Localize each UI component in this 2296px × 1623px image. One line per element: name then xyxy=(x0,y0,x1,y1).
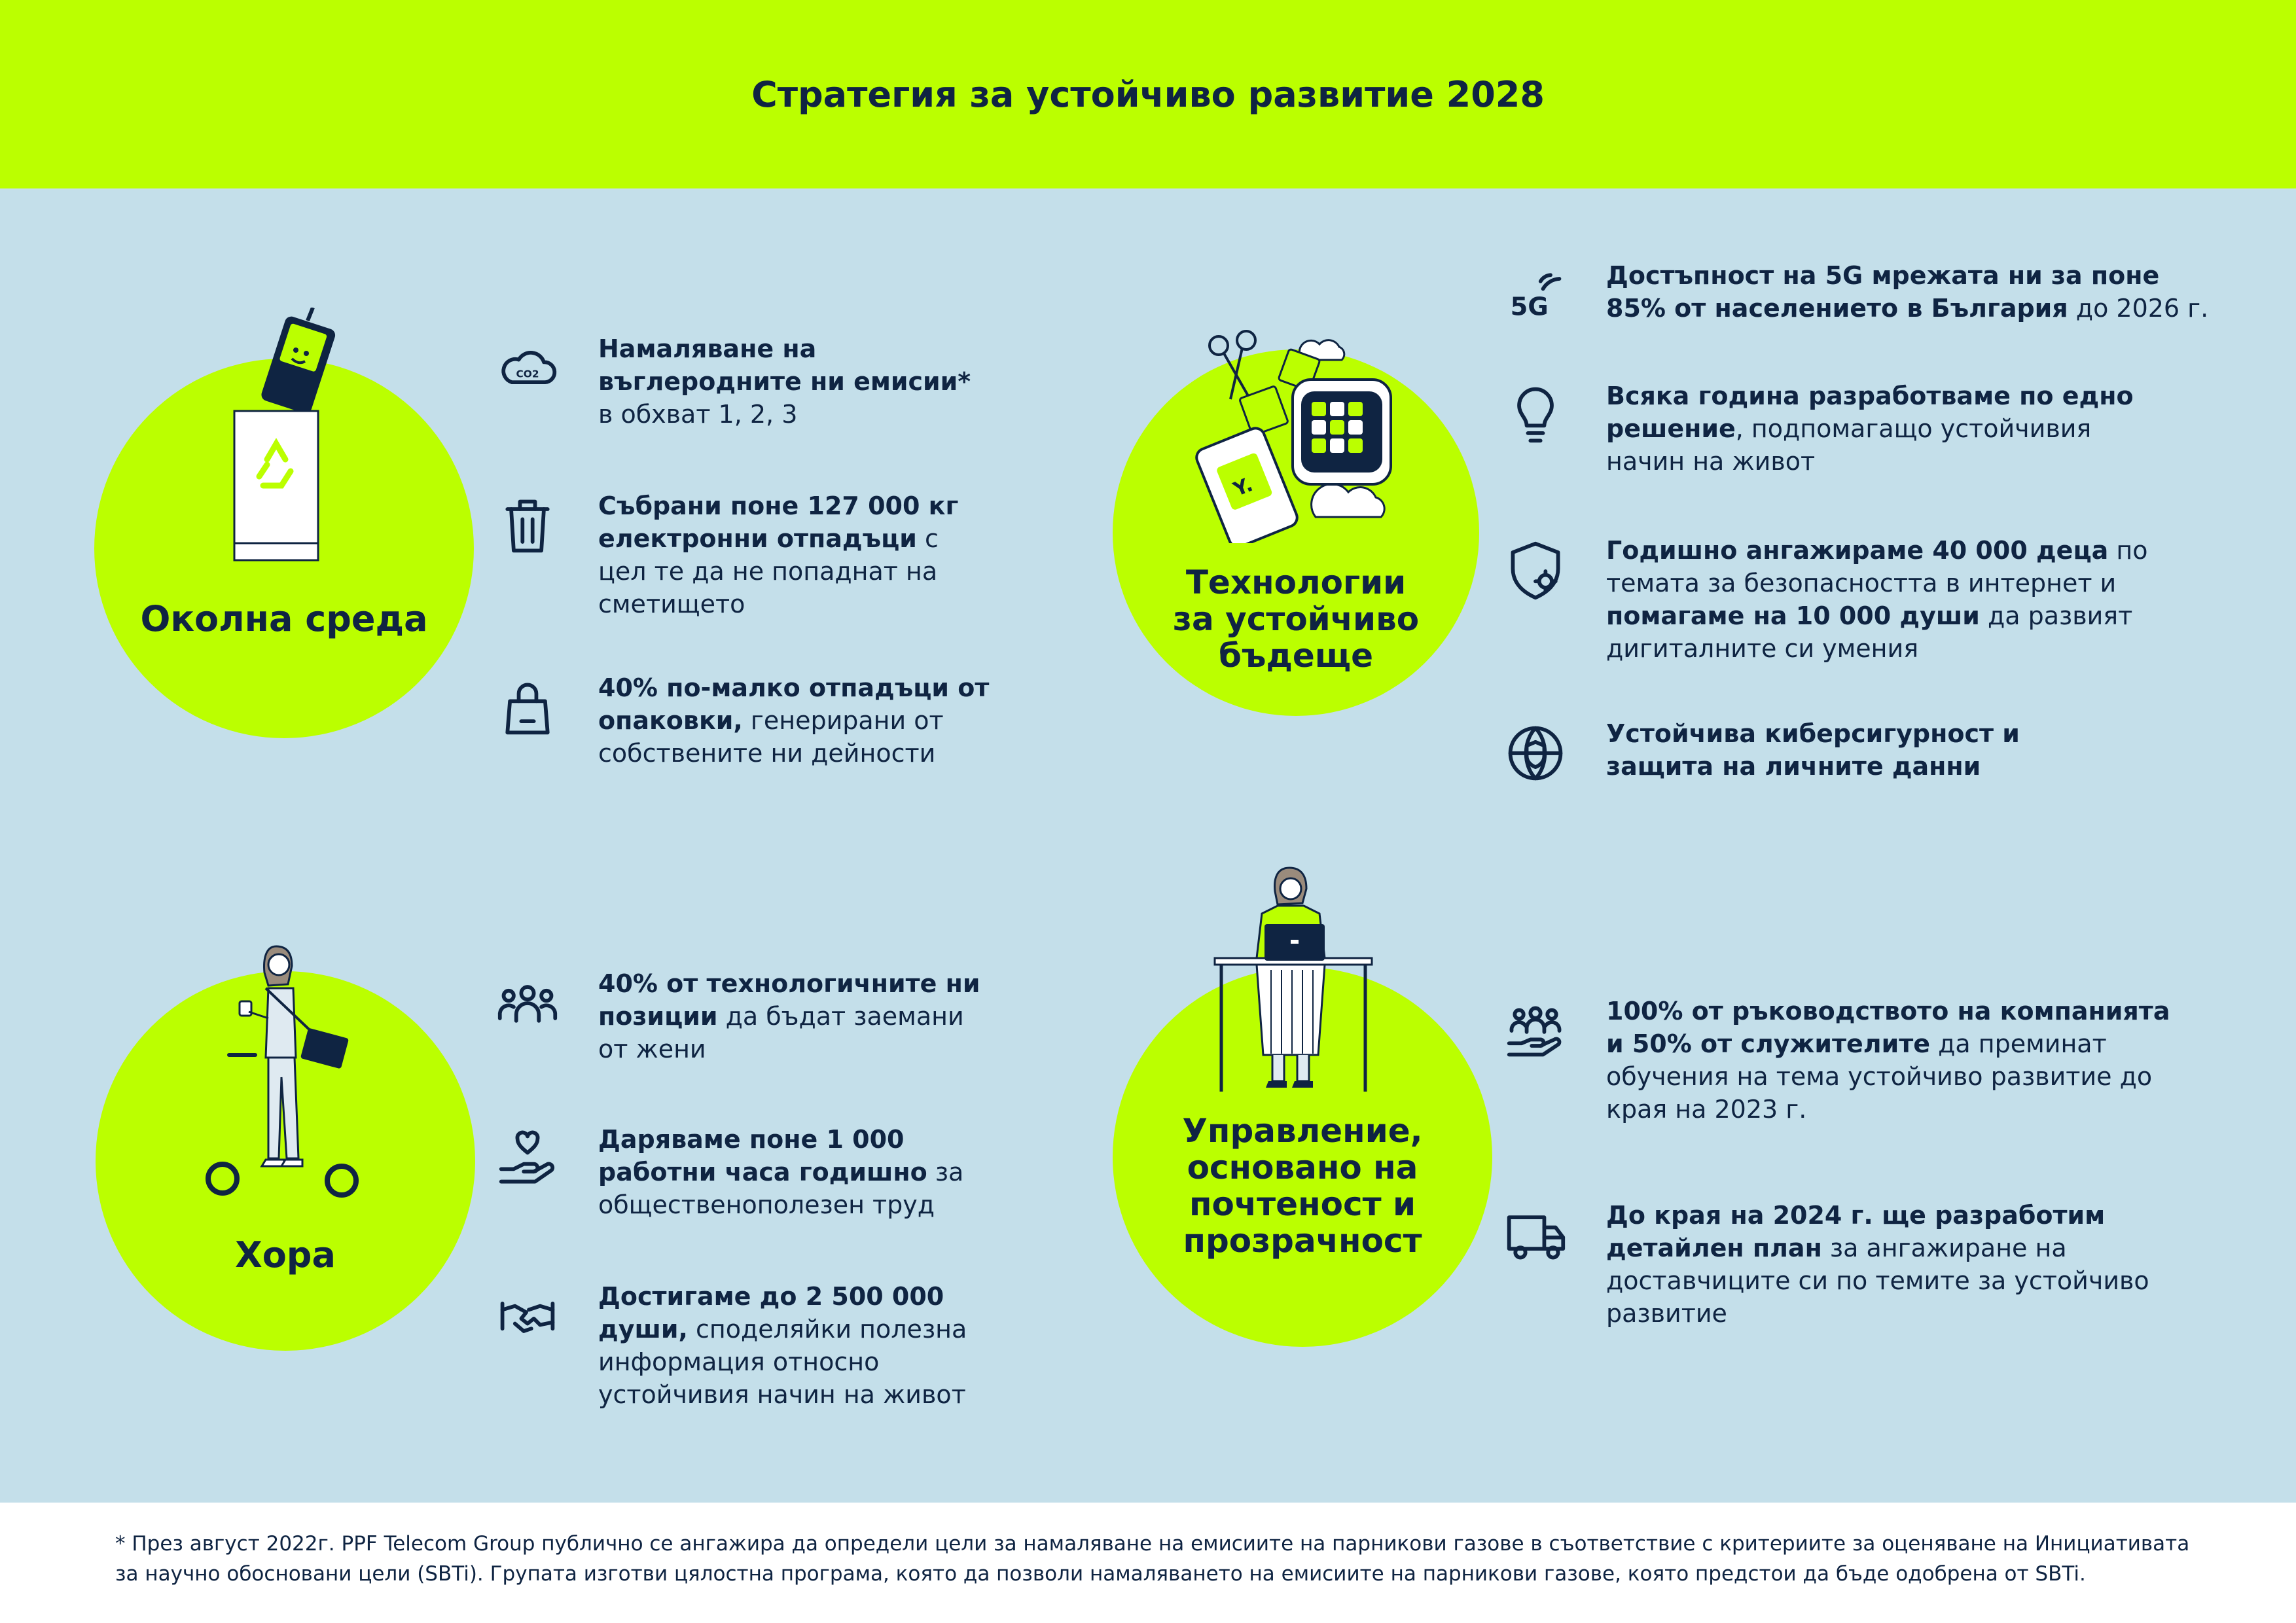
governance-item-suppliers-bold: До края на 2024 г. ще разработим детайлен план xyxy=(1606,1201,2106,1262)
5g-label: 5G xyxy=(1510,292,1549,322)
people-item-volunteering-bold: Даряваме поне 1 000 работни часа годишно xyxy=(598,1125,927,1186)
people-item-reach-text: споделяйки полезна информация относно устойчивия начин на живот xyxy=(598,1315,967,1409)
people-item-reach-bold: Достигаме до 2 500 000 души, xyxy=(598,1282,944,1344)
governance-item-suppliers-text: за ангажиране на доставчиците си по темите за устойчиво развитие xyxy=(1606,1234,2149,1328)
governance-title-line-4: прозрачност xyxy=(1183,1222,1422,1260)
governance-item-training-bold: 100% от ръководството на компанията и 50% от служителите xyxy=(1606,997,2170,1058)
people-item-reach xyxy=(495,1280,1018,1411)
people-item-women-bold: 40% от технологичните ни позиции xyxy=(598,969,980,1031)
woman-scooter-illustration xyxy=(203,933,367,1208)
woman-laptop-illustration xyxy=(1208,865,1378,1096)
technology-item-solution xyxy=(1503,380,2157,478)
tech-devices-illustration xyxy=(1191,321,1407,543)
shield-gear-icon xyxy=(1504,539,1567,601)
shopping-bag-icon xyxy=(496,676,559,739)
technology-item-children-bold-2: помагаме на 10 000 души xyxy=(1606,601,1980,630)
technology-item-children-bold: Годишно ангажираме 40 000 деца xyxy=(1606,536,2109,565)
trash-bin-icon xyxy=(496,494,559,557)
people-group-icon xyxy=(496,972,559,1035)
technology-item-children-text: по темата за безопасността в интернет и xyxy=(1606,536,2148,597)
governance-item-suppliers xyxy=(1503,1199,2183,1330)
environment-title: Околна среда xyxy=(140,598,428,639)
technology-title xyxy=(1113,564,1479,674)
governance-title-line-2: основано на xyxy=(1187,1149,1418,1186)
people-item-volunteering xyxy=(495,1123,992,1221)
globe-shield-icon xyxy=(1504,722,1567,785)
people-item-volunteering-text: за общественополезен труд xyxy=(598,1158,964,1219)
environment-item-packaging-bold: 40% по-малко отпадъци от опаковки, xyxy=(598,673,990,735)
environment-item-ewaste-bold: Събрани поне 127 000 кг електронни отпадъци xyxy=(598,491,959,553)
environment-item-emissions xyxy=(495,332,992,431)
delivery-truck-icon xyxy=(1504,1204,1567,1266)
co2-cloud-icon xyxy=(496,337,559,400)
technology-item-children-text-2: да развият дигиталните си умения xyxy=(1606,601,2133,663)
governance-title xyxy=(1113,1113,1492,1259)
scissors-illustration xyxy=(1210,331,1255,399)
technology-item-cybersecurity-bold: Устойчива киберсигурност и защита на личните данни xyxy=(1606,719,2020,781)
people-item-women xyxy=(495,967,992,1065)
cloud-illustration-lower xyxy=(1312,484,1385,517)
environment-item-emissions-bold: Намаляване на въглеродните ни емисии* xyxy=(598,334,971,396)
technology-title-line-1: Технологии xyxy=(1185,563,1407,601)
environment-item-ewaste-text: с цел те да не попаднат на сметището xyxy=(598,524,939,618)
technology-item-solution-text: , подпомагащо устойчивия начин на живот xyxy=(1606,414,2092,476)
recycle-bin-illustration xyxy=(234,411,318,560)
governance-item-training-text: да преминат обучения на тема устойчиво развитие до края на 2023 г. xyxy=(1606,1029,2153,1124)
governance-item-training xyxy=(1503,995,2183,1126)
team-hand-icon xyxy=(1504,999,1567,1062)
footer xyxy=(0,1503,2296,1623)
smartphone-illustration xyxy=(1194,425,1300,543)
technology-item-5g xyxy=(1503,259,2223,331)
heart-hand-icon xyxy=(496,1128,559,1190)
co2-label: CO2 xyxy=(516,368,539,380)
woman-illustration xyxy=(1257,868,1325,1088)
page-title: Стратегия за устойчиво развитие 2028 xyxy=(751,73,1545,115)
recycle-bin-phone-illustration xyxy=(223,308,367,563)
laptop-illustration xyxy=(1265,924,1325,961)
people-title: Хора xyxy=(235,1234,336,1275)
mobile-phone-illustration xyxy=(260,308,337,415)
governance-title-line-1: Управление, xyxy=(1182,1112,1423,1150)
technology-item-children xyxy=(1503,534,2170,665)
environment-item-ewaste xyxy=(495,490,992,620)
people-item-women-text: да бъдат заемани от жени xyxy=(598,1002,964,1063)
technology-title-line-2: за устойчиво xyxy=(1172,600,1420,638)
footnote: * През август 2022г. PPF Telecom Group публично се ангажира да определи цели за намаляване на емисиите на парникови газове в съответствие с критериите за оценяване на Инициативата за научно обосновани цели (SBTi). Групата изготви цялостна програма, която да позволи намаляването на емисиите на парникови газове, която предстои да бъде одобрена от SBTi. xyxy=(115,1532,2190,1586)
technology-title-line-3: бъдеще xyxy=(1219,637,1373,675)
lightbulb-icon xyxy=(1504,384,1567,447)
environment-item-packaging-text: генерирани от собствените ни дейности xyxy=(598,706,944,768)
handshake-icon xyxy=(496,1285,559,1347)
environment-item-emissions-text: в обхват 1, 2, 3 xyxy=(598,400,798,429)
5g-signal-icon xyxy=(1504,264,1567,327)
header-banner xyxy=(0,0,2296,188)
phone-logo: Y. xyxy=(1230,473,1257,502)
smartwatch-illustration xyxy=(1293,380,1391,484)
technology-item-5g-bold: Достъпност на 5G мрежата ни за поне 85% от населението в България xyxy=(1606,261,2160,323)
environment-item-packaging xyxy=(495,671,992,770)
technology-item-5g-text: до 2026 г. xyxy=(2068,294,2209,323)
technology-item-solution-bold: Всяка година разработваме по едно решение xyxy=(1606,382,2134,443)
technology-item-cybersecurity xyxy=(1503,717,2092,789)
governance-title-line-3: почтеност и xyxy=(1189,1185,1416,1223)
